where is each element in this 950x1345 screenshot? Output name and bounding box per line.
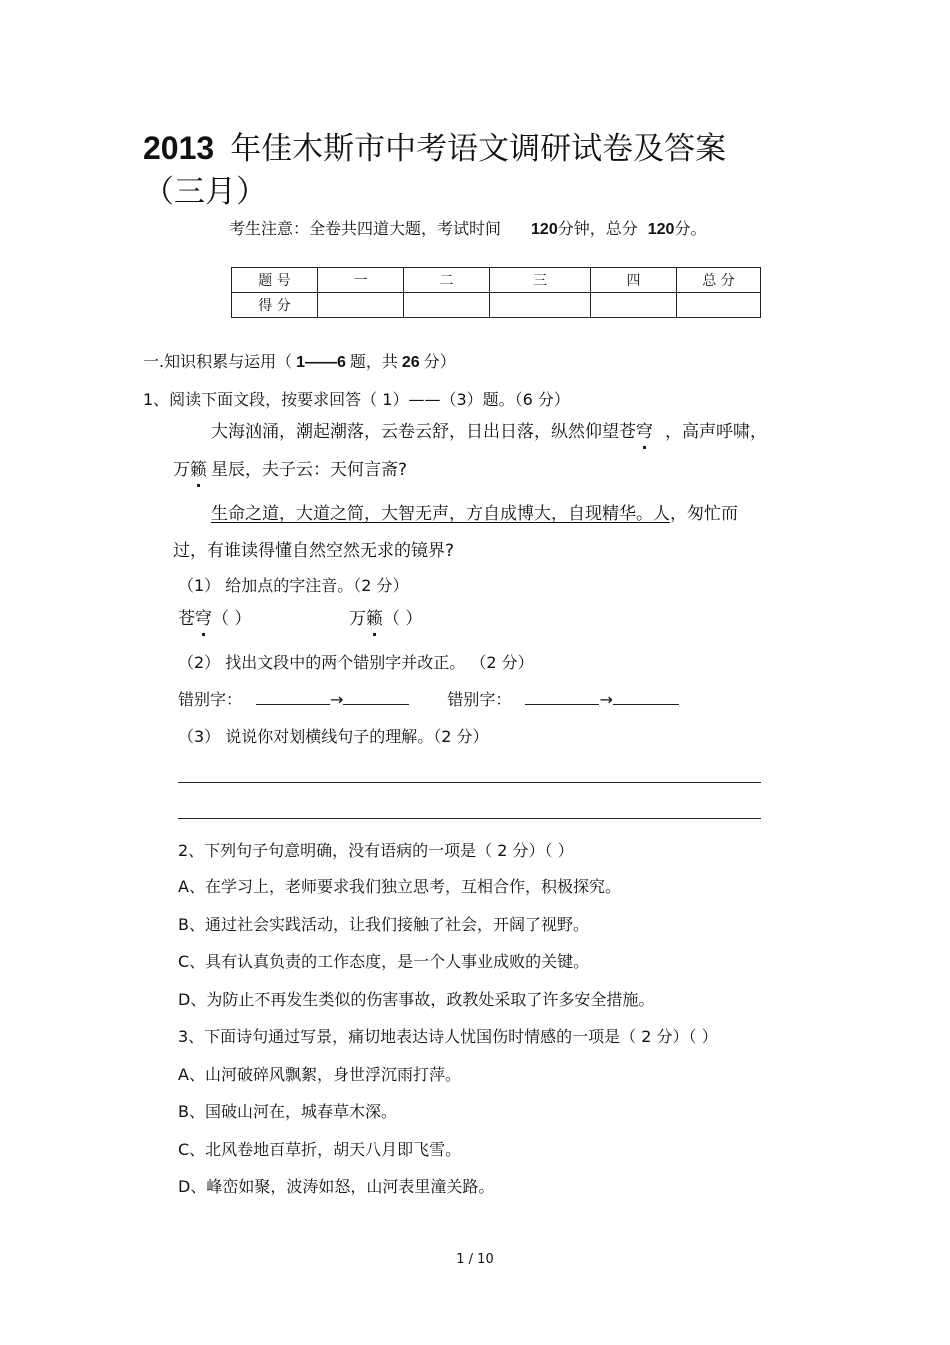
word-char: 万 [349,609,366,629]
arrow: → [330,690,344,709]
passage-text: ，高声呼啸， [665,422,767,442]
header-cell: 总 分 [677,268,761,293]
title-year: 2013 [143,130,215,166]
score-cell[interactable] [677,293,761,318]
document-subtitle: （三月） [143,174,267,210]
subquestion-2: （2） 找出文段中的两个错别字并改正。 （2 分） [178,653,534,672]
notice-text-b: 分钟，总分 [557,219,638,238]
header-cell: 二 [404,268,490,293]
passage-text: 万 [173,460,190,480]
subquestion-3: （3） 说说你对划横线句子的理解。（2 分） [178,727,489,746]
typo-blank[interactable] [525,688,599,705]
passage-line-2 [173,458,407,482]
question-1-stem: 1、阅读下面文段，按要求回答（ 1）——（3）题。（6 分） [143,390,570,409]
section-heading-points: 26 [401,354,420,371]
word-char: 苍 [178,609,195,629]
typo-label: 错别字： [178,690,243,709]
section-heading-c: 分） [423,352,456,371]
question-2-stem: 2、下列句子句意明确，没有语病的一项是（ 2 分）（ ） [178,841,574,860]
arrow: → [599,690,613,709]
option-c: C、北风卷地百草折，胡天八月即飞雪。 [178,1140,462,1159]
answer-paren[interactable]: （ ） [383,609,423,629]
passage-text: ，匆忙而 [670,504,738,524]
header-cell: 一 [318,268,404,293]
typo-line [178,688,679,711]
section-heading-a: 一.知识积累与运用（ [143,352,293,371]
option-c: C、具有认真负责的工作态度，是一个人事业成败的关键。 [178,952,590,971]
score-cell[interactable] [490,293,591,318]
typo-blank[interactable] [343,688,409,705]
dotted-char: 籁 [366,609,383,629]
notice-score: 120 [647,221,675,238]
answer-paren[interactable]: （ ） [212,609,252,629]
dotted-char: 籁 [190,460,207,480]
header-cell: 三 [490,268,591,293]
exam-notice [229,218,706,241]
option-a: A、在学习上，老师要求我们独立思考，互相合作，积极探究。 [178,877,621,896]
question-3-stem: 3、下面诗句通过写景，痛切地表达诗人忧国伤时情感的一项是（ 2 分）（ ） [178,1027,718,1046]
subquestion-1: （1） 给加点的字注音。（2 分） [178,576,409,595]
page-number: 1 / 10 [456,1252,494,1267]
section-heading-range: 1——6 [296,354,346,371]
underlined-sentence: 生命之道，大道之简，大智无声，方自成博大，自现精华。人 [211,504,670,524]
passage-text: 星辰，夫子云：天何言斋? [211,460,408,480]
passage-text: 大海汹涌，潮起潮落，云卷云舒，日出日落，纵然仰望苍 [211,422,636,442]
typo-blank[interactable] [256,688,330,705]
row-label: 得 分 [232,293,318,318]
dotted-char: 穹 [636,422,653,442]
notice-text-a: 考生注意：全卷共四道大题，考试时间 [229,219,502,238]
passage-line-4: 过，有谁读得懂自然空然无求的镜界? [173,541,455,561]
score-table-score-row [232,293,761,318]
option-d: D、峰峦如聚，波涛如怒，山河表里潼关路。 [178,1177,495,1196]
option-b: B、国破山河在，城春草木深。 [178,1102,397,1121]
header-cell: 四 [591,268,677,293]
pinyin-word-2 [349,607,422,631]
score-cell[interactable] [404,293,490,318]
passage-line-1 [211,420,767,444]
answer-line[interactable] [178,818,761,819]
section-heading [143,351,456,374]
section-heading-b: 题，共 [349,352,398,371]
score-table-header-row [232,268,761,293]
score-table [231,267,761,318]
notice-time: 120 [531,221,558,238]
typo-blank[interactable] [613,688,679,705]
option-d: D、为防止不再发生类似的伤害事故，政教处采取了许多安全措施。 [178,990,655,1009]
title-main: 年佳木斯市中考语文调研试卷及答案 [230,131,727,167]
score-cell[interactable] [591,293,677,318]
notice-text-c: 分。 [674,219,707,238]
dotted-char: 穹 [195,609,212,629]
answer-line[interactable] [178,782,761,783]
option-a: A、山河破碎风飘絮，身世浮沉雨打萍。 [178,1065,461,1084]
passage-line-3 [211,502,738,526]
header-cell: 题 号 [232,268,318,293]
score-cell[interactable] [318,293,404,318]
pinyin-word-1 [178,607,251,631]
typo-label: 错别字： [447,690,512,709]
option-b: B、通过社会实践活动，让我们接触了社会，开阔了视野。 [178,915,589,934]
document-title [143,128,726,169]
